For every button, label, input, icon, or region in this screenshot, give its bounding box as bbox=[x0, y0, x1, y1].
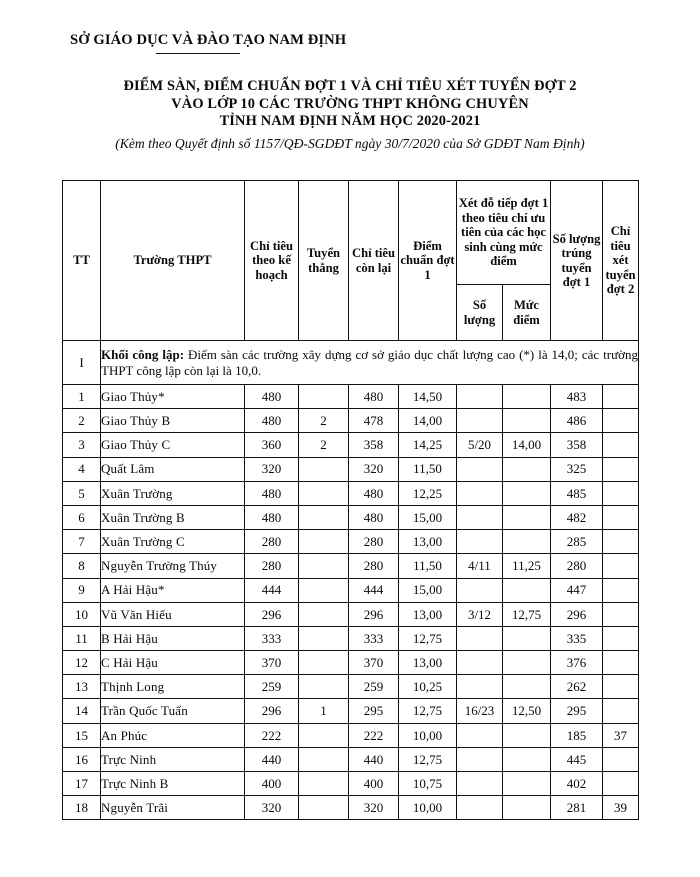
cell-priority-score bbox=[503, 385, 551, 409]
cell-admitted-round1: 483 bbox=[551, 385, 603, 409]
header-priority-score: Mức điểm bbox=[503, 285, 551, 341]
header-priority-count: Số lượng bbox=[457, 285, 503, 341]
cell-tt: 18 bbox=[63, 796, 101, 820]
cell-school: Trần Quốc Tuấn bbox=[101, 699, 245, 723]
header-cutoff-round1: Điểm chuẩn đợt 1 bbox=[399, 181, 457, 341]
cell-quota-remaining: 480 bbox=[349, 505, 399, 529]
cell-quota-plan: 370 bbox=[245, 651, 299, 675]
cell-quota-remaining: 280 bbox=[349, 554, 399, 578]
cell-tt: 3 bbox=[63, 433, 101, 457]
cell-direct-admission bbox=[299, 723, 349, 747]
cell-priority-score bbox=[503, 651, 551, 675]
cell-cutoff-round1: 10,00 bbox=[399, 796, 457, 820]
cell-quota-remaining: 280 bbox=[349, 530, 399, 554]
cell-admitted-round1: 402 bbox=[551, 772, 603, 796]
cell-admitted-round1: 445 bbox=[551, 747, 603, 771]
cell-priority-score: 12,50 bbox=[503, 699, 551, 723]
cell-school: B Hải Hậu bbox=[101, 626, 245, 650]
cell-quota-remaining: 222 bbox=[349, 723, 399, 747]
table-row bbox=[63, 651, 639, 675]
table-row bbox=[63, 409, 639, 433]
cell-direct-admission bbox=[299, 796, 349, 820]
cell-cutoff-round1: 10,00 bbox=[399, 723, 457, 747]
cell-cutoff-round1: 12,75 bbox=[399, 699, 457, 723]
cell-priority-score bbox=[503, 796, 551, 820]
cell-direct-admission bbox=[299, 457, 349, 481]
cell-quota-remaining: 400 bbox=[349, 772, 399, 796]
cell-tt: 13 bbox=[63, 675, 101, 699]
cell-direct-admission bbox=[299, 530, 349, 554]
cell-school: Giao Thủy B bbox=[101, 409, 245, 433]
cell-admitted-round1: 281 bbox=[551, 796, 603, 820]
cell-school: Trực Ninh bbox=[101, 747, 245, 771]
cell-quota-plan: 296 bbox=[245, 602, 299, 626]
issuing-organization-name: SỞ GIÁO DỤC VÀ ĐÀO TẠO NAM ĐỊNH bbox=[70, 32, 347, 48]
header-direct-admission: Tuyển thẳng bbox=[299, 181, 349, 341]
cell-school: Nguyễn Trường Thúy bbox=[101, 554, 245, 578]
cell-quota-plan: 444 bbox=[245, 578, 299, 602]
cell-quota-remaining: 320 bbox=[349, 457, 399, 481]
cell-priority-score bbox=[503, 530, 551, 554]
cell-tt: 2 bbox=[63, 409, 101, 433]
cell-direct-admission bbox=[299, 578, 349, 602]
cell-cutoff-round1: 11,50 bbox=[399, 457, 457, 481]
cell-quota-plan: 259 bbox=[245, 675, 299, 699]
cell-cutoff-round1: 15,00 bbox=[399, 505, 457, 529]
cell-direct-admission bbox=[299, 626, 349, 650]
cell-priority-count: 3/12 bbox=[457, 602, 503, 626]
cell-school: Giao Thủy* bbox=[101, 385, 245, 409]
cell-cutoff-round1: 10,75 bbox=[399, 772, 457, 796]
table-row bbox=[63, 626, 639, 650]
section-description bbox=[101, 341, 639, 385]
cell-cutoff-round1: 14,50 bbox=[399, 385, 457, 409]
cell-quota-plan: 440 bbox=[245, 747, 299, 771]
cell-quota-round2 bbox=[603, 554, 639, 578]
cell-tt: 17 bbox=[63, 772, 101, 796]
cell-direct-admission bbox=[299, 675, 349, 699]
cell-priority-count bbox=[457, 578, 503, 602]
cell-priority-count bbox=[457, 747, 503, 771]
cell-school: Quất Lâm bbox=[101, 457, 245, 481]
cell-priority-score bbox=[503, 505, 551, 529]
header-quota-round2: Chỉ tiêu xét tuyển đợt 2 bbox=[603, 181, 639, 341]
cell-tt: 15 bbox=[63, 723, 101, 747]
table-header-row-main bbox=[63, 181, 639, 285]
cell-admitted-round1: 335 bbox=[551, 626, 603, 650]
cell-direct-admission bbox=[299, 602, 349, 626]
cell-tt: 4 bbox=[63, 457, 101, 481]
cell-quota-plan: 320 bbox=[245, 796, 299, 820]
cell-tt: 14 bbox=[63, 699, 101, 723]
cell-priority-count bbox=[457, 675, 503, 699]
cell-admitted-round1: 280 bbox=[551, 554, 603, 578]
cell-quota-remaining: 444 bbox=[349, 578, 399, 602]
cell-tt: 5 bbox=[63, 481, 101, 505]
cell-priority-score bbox=[503, 626, 551, 650]
cell-priority-score bbox=[503, 723, 551, 747]
header-quota-remaining: Chỉ tiêu còn lại bbox=[349, 181, 399, 341]
cell-quota-plan: 280 bbox=[245, 554, 299, 578]
cell-cutoff-round1: 13,00 bbox=[399, 602, 457, 626]
cell-priority-score bbox=[503, 747, 551, 771]
cell-priority-count bbox=[457, 409, 503, 433]
cell-cutoff-round1: 10,25 bbox=[399, 675, 457, 699]
cell-quota-remaining: 440 bbox=[349, 747, 399, 771]
cell-direct-admission bbox=[299, 554, 349, 578]
cell-direct-admission: 2 bbox=[299, 433, 349, 457]
cell-quota-round2 bbox=[603, 602, 639, 626]
cell-cutoff-round1: 14,00 bbox=[399, 409, 457, 433]
cell-tt: 1 bbox=[63, 385, 101, 409]
cell-quota-remaining: 320 bbox=[349, 796, 399, 820]
cell-quota-round2: 39 bbox=[603, 796, 639, 820]
cell-tt: 8 bbox=[63, 554, 101, 578]
cell-quota-remaining: 296 bbox=[349, 602, 399, 626]
cell-quota-round2 bbox=[603, 772, 639, 796]
cell-priority-score bbox=[503, 772, 551, 796]
organization-underline-rule bbox=[156, 53, 240, 54]
cell-tt: 9 bbox=[63, 578, 101, 602]
cell-admitted-round1: 295 bbox=[551, 699, 603, 723]
document-attachment-note: (Kèm theo Quyết định số 1157/QĐ-SGDĐT ngày 30/7/2020 của Sở GDĐT Nam Định) bbox=[115, 135, 585, 151]
cell-priority-score bbox=[503, 578, 551, 602]
table-row bbox=[63, 747, 639, 771]
cell-school: Xuân Trường B bbox=[101, 505, 245, 529]
cell-priority-count bbox=[457, 457, 503, 481]
table-row bbox=[63, 578, 639, 602]
cell-admitted-round1: 447 bbox=[551, 578, 603, 602]
cell-school: An Phúc bbox=[101, 723, 245, 747]
cell-school: Xuân Trường bbox=[101, 481, 245, 505]
cell-quota-round2 bbox=[603, 578, 639, 602]
section-text: Điểm sàn các trường xây dựng cơ sở giáo dục chất lượng cao (*) là 14,0; các trường THPT công lập còn lại là 10,0. bbox=[101, 347, 638, 378]
cell-priority-count: 16/23 bbox=[457, 699, 503, 723]
table-row bbox=[63, 481, 639, 505]
cell-priority-score bbox=[503, 409, 551, 433]
cell-priority-score bbox=[503, 457, 551, 481]
table-row bbox=[63, 457, 639, 481]
cell-quota-remaining: 358 bbox=[349, 433, 399, 457]
table-row bbox=[63, 530, 639, 554]
cell-quota-plan: 480 bbox=[245, 409, 299, 433]
issuing-organization-block bbox=[70, 32, 370, 54]
table-row bbox=[63, 675, 639, 699]
table-row bbox=[63, 505, 639, 529]
cell-quota-round2 bbox=[603, 530, 639, 554]
header-tt: TT bbox=[63, 181, 101, 341]
table-row bbox=[63, 602, 639, 626]
cell-priority-score bbox=[503, 481, 551, 505]
cell-cutoff-round1: 12,75 bbox=[399, 626, 457, 650]
cell-school: Xuân Trường C bbox=[101, 530, 245, 554]
cell-direct-admission bbox=[299, 651, 349, 675]
cell-admitted-round1: 325 bbox=[551, 457, 603, 481]
cell-priority-score: 14,00 bbox=[503, 433, 551, 457]
cell-quota-remaining: 478 bbox=[349, 409, 399, 433]
cell-admitted-round1: 358 bbox=[551, 433, 603, 457]
cell-quota-round2 bbox=[603, 433, 639, 457]
cell-quota-round2 bbox=[603, 747, 639, 771]
cell-quota-plan: 480 bbox=[245, 481, 299, 505]
cell-quota-plan: 280 bbox=[245, 530, 299, 554]
cell-cutoff-round1: 13,00 bbox=[399, 530, 457, 554]
cell-quota-plan: 333 bbox=[245, 626, 299, 650]
cell-quota-plan: 400 bbox=[245, 772, 299, 796]
cell-cutoff-round1: 14,25 bbox=[399, 433, 457, 457]
cell-admitted-round1: 486 bbox=[551, 409, 603, 433]
admission-table-head bbox=[63, 181, 639, 341]
cell-direct-admission: 1 bbox=[299, 699, 349, 723]
table-row bbox=[63, 723, 639, 747]
cell-quota-round2 bbox=[603, 505, 639, 529]
cell-admitted-round1: 485 bbox=[551, 481, 603, 505]
cell-quota-remaining: 480 bbox=[349, 385, 399, 409]
cell-quota-plan: 480 bbox=[245, 505, 299, 529]
table-row bbox=[63, 433, 639, 457]
cell-direct-admission bbox=[299, 747, 349, 771]
cell-quota-round2 bbox=[603, 651, 639, 675]
cell-quota-round2 bbox=[603, 675, 639, 699]
cell-quota-round2 bbox=[603, 699, 639, 723]
cell-school: A Hải Hậu* bbox=[101, 578, 245, 602]
cell-direct-admission bbox=[299, 385, 349, 409]
cell-quota-plan: 360 bbox=[245, 433, 299, 457]
cell-tt: 10 bbox=[63, 602, 101, 626]
document-title-line-2: VÀO LỚP 10 CÁC TRƯỜNG THPT KHÔNG CHUYÊN bbox=[171, 95, 529, 112]
cell-direct-admission: 2 bbox=[299, 409, 349, 433]
cell-quota-remaining: 370 bbox=[349, 651, 399, 675]
cell-direct-admission bbox=[299, 772, 349, 796]
table-row bbox=[63, 796, 639, 820]
cell-quota-round2 bbox=[603, 385, 639, 409]
cell-priority-score bbox=[503, 675, 551, 699]
cell-tt: 6 bbox=[63, 505, 101, 529]
cell-quota-plan: 296 bbox=[245, 699, 299, 723]
header-priority-group: Xét đỗ tiếp đợt 1 theo tiêu chí ưu tiên của các học sinh cùng mức điểm bbox=[457, 181, 551, 285]
cell-school: Nguyễn Trãi bbox=[101, 796, 245, 820]
cell-quota-plan: 222 bbox=[245, 723, 299, 747]
cell-school: Thịnh Long bbox=[101, 675, 245, 699]
cell-priority-count bbox=[457, 796, 503, 820]
cell-priority-count bbox=[457, 385, 503, 409]
cell-cutoff-round1: 13,00 bbox=[399, 651, 457, 675]
header-admitted-round1: Số lượng trúng tuyển đợt 1 bbox=[551, 181, 603, 341]
cell-cutoff-round1: 15,00 bbox=[399, 578, 457, 602]
table-row bbox=[63, 772, 639, 796]
cell-priority-count: 4/11 bbox=[457, 554, 503, 578]
cell-priority-count bbox=[457, 723, 503, 747]
cell-tt: 7 bbox=[63, 530, 101, 554]
table-row bbox=[63, 385, 639, 409]
cell-admitted-round1: 285 bbox=[551, 530, 603, 554]
admission-table-wrapper bbox=[62, 180, 638, 820]
cell-tt: 16 bbox=[63, 747, 101, 771]
cell-priority-count bbox=[457, 530, 503, 554]
cell-tt: 12 bbox=[63, 651, 101, 675]
cell-school: C Hải Hậu bbox=[101, 651, 245, 675]
cell-tt: 11 bbox=[63, 626, 101, 650]
cell-priority-score: 12,75 bbox=[503, 602, 551, 626]
cell-quota-plan: 320 bbox=[245, 457, 299, 481]
cell-priority-count: 5/20 bbox=[457, 433, 503, 457]
cell-priority-count bbox=[457, 505, 503, 529]
cell-school: Giao Thủy C bbox=[101, 433, 245, 457]
cell-direct-admission bbox=[299, 481, 349, 505]
cell-cutoff-round1: 11,50 bbox=[399, 554, 457, 578]
cell-quota-round2 bbox=[603, 409, 639, 433]
table-row bbox=[63, 699, 639, 723]
admission-table bbox=[62, 180, 639, 820]
cell-quota-remaining: 295 bbox=[349, 699, 399, 723]
cell-priority-count bbox=[457, 626, 503, 650]
table-row bbox=[63, 554, 639, 578]
cell-quota-round2: 37 bbox=[603, 723, 639, 747]
cell-direct-admission bbox=[299, 505, 349, 529]
cell-admitted-round1: 376 bbox=[551, 651, 603, 675]
cell-priority-count bbox=[457, 481, 503, 505]
cell-quota-plan: 480 bbox=[245, 385, 299, 409]
cell-school: Trực Ninh B bbox=[101, 772, 245, 796]
cell-cutoff-round1: 12,75 bbox=[399, 747, 457, 771]
cell-priority-count bbox=[457, 651, 503, 675]
cell-school: Vũ Văn Hiếu bbox=[101, 602, 245, 626]
cell-quota-round2 bbox=[603, 457, 639, 481]
section-label: Khối công lập: bbox=[101, 347, 185, 363]
cell-admitted-round1: 185 bbox=[551, 723, 603, 747]
cell-priority-score: 11,25 bbox=[503, 554, 551, 578]
document-title-block bbox=[62, 78, 638, 153]
cell-quota-round2 bbox=[603, 481, 639, 505]
header-school: Trường THPT bbox=[101, 181, 245, 341]
cell-cutoff-round1: 12,25 bbox=[399, 481, 457, 505]
cell-quota-remaining: 259 bbox=[349, 675, 399, 699]
section-number: I bbox=[63, 341, 101, 385]
cell-admitted-round1: 262 bbox=[551, 675, 603, 699]
cell-priority-count bbox=[457, 772, 503, 796]
document-title-line-1: ĐIỂM SÀN, ĐIỂM CHUẨN ĐỢT 1 VÀ CHỈ TIÊU XÉT TUYỂN ĐỢT 2 bbox=[123, 78, 577, 94]
cell-quota-round2 bbox=[603, 626, 639, 650]
cell-admitted-round1: 482 bbox=[551, 505, 603, 529]
header-quota-plan: Chỉ tiêu theo kế hoạch bbox=[245, 181, 299, 341]
section-row-public-schools bbox=[63, 341, 639, 385]
document-title-line-3: TỈNH NAM ĐỊNH NĂM HỌC 2020-2021 bbox=[219, 113, 481, 129]
admission-table-body bbox=[63, 341, 639, 820]
cell-admitted-round1: 296 bbox=[551, 602, 603, 626]
cell-quota-remaining: 480 bbox=[349, 481, 399, 505]
cell-quota-remaining: 333 bbox=[349, 626, 399, 650]
